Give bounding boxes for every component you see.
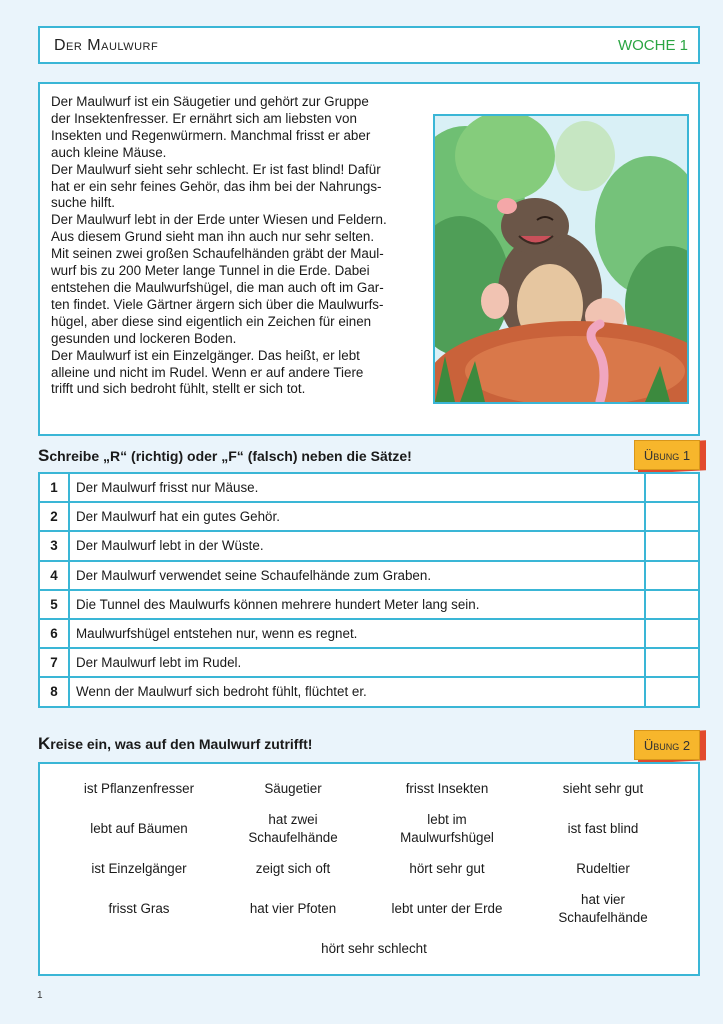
title-rest: reise ein, was auf den Maulwurf zutrifft! [50,736,313,752]
statements-table [38,472,700,708]
header-box [38,26,700,64]
badge-label: Übung 1 [643,448,691,463]
table-row [39,648,699,677]
word-choice[interactable]: hört sehr schlecht [321,941,427,956]
word-choice[interactable]: ist Einzelgänger [91,861,187,876]
row-number: 7 [39,648,69,677]
statement-text: Der Maulwurf lebt in der Wüste. [69,531,645,560]
table-row [39,677,699,706]
word-choice[interactable]: lebt unter der Erde [391,901,503,916]
title-initial: S [38,446,50,465]
table-row [39,502,699,531]
word-choice[interactable]: hat vier Pfoten [249,901,337,916]
exercise2-badge [634,728,704,762]
word-choice[interactable]: Säugetier [264,781,322,796]
story-line: Der Maulwurf sieht sehr schlecht. Er ist fast blind! Dafür [51,161,381,177]
story-line: Insekten und Regenwürmern. Manchmal frisst er aber [51,127,371,143]
row-number: 6 [39,619,69,648]
story-line: hat er ein sehr feines Gehör, das ihm bei der Nahrungs- [51,178,382,194]
story-line: Mit seinen zwei großen Schaufelhänden gräbt der Maul- [51,246,384,262]
story-line: entstehen die Maulwurfshügel, die man auch oft im Gar- [51,279,384,295]
story-box [38,82,700,436]
statement-text: Die Tunnel des Maulwurfs können mehrere hundert Meter lang sein. [69,590,645,619]
table-row [39,531,699,560]
title-rest: chreibe „R“ (richtig) oder „F“ (falsch) neben die Sätze! [49,448,412,464]
table-row [39,619,699,648]
page-number: 1 [37,990,43,1001]
word-choice[interactable]: zeigt sich oft [255,861,331,876]
story-line: auch kleine Mäuse. [51,144,167,160]
answer-cell[interactable] [645,648,699,677]
word-choice[interactable]: hört sehr gut [409,861,485,876]
word-choice[interactable]: lebt auf Bäumen [90,821,188,836]
exercise2-title [38,734,312,754]
word-choice[interactable]: ist Pflanzenfresser [83,781,195,796]
story-line: Der Maulwurf lebt in der Erde unter Wiesen und Feldern. [51,212,387,228]
story-line: Der Maulwurf ist ein Einzelgänger. Das heißt, er lebt [51,347,360,363]
exercise1-badge [634,438,704,472]
answer-cell[interactable] [645,531,699,560]
word-choice[interactable]: hat vier Schaufelhände [558,892,648,925]
row-number: 2 [39,502,69,531]
answer-cell[interactable] [645,677,699,706]
week-label: WOCHE 1 [617,37,688,54]
answer-cell[interactable] [645,561,699,590]
badge-label: Übung 2 [643,738,691,753]
title-initial: K [38,734,51,753]
row-number: 3 [39,531,69,560]
answer-cell[interactable] [645,590,699,619]
word-choices-box [38,762,700,976]
word-choice[interactable]: lebt im Maulwurfshügel [400,812,494,845]
row-number: 4 [39,561,69,590]
mole-illustration [433,114,689,404]
answer-cell[interactable] [645,619,699,648]
word-choice[interactable]: frisst Gras [108,901,170,916]
story-line: suche hilft. [51,195,116,211]
story-line: ten findet. Viele Gärtner ärgern sich über die Maulwurfs- [51,296,384,312]
word-choice[interactable]: ist fast blind [567,821,639,836]
word-choice[interactable]: Rudeltier [576,861,630,876]
row-number: 1 [39,473,69,502]
row-number: 5 [39,590,69,619]
statement-text: Wenn der Maulwurf sich bedroht fühlt, flüchtet er. [69,677,645,706]
answer-cell[interactable] [645,502,699,531]
story-line: hügel, aber diese sind eigentlich ein Zeichen für einen [51,313,372,329]
story-text [51,94,423,398]
table-row [39,590,699,619]
story-line: Aus diesem Grund sieht man ihn auch nur sehr selten. [51,229,375,245]
statement-text: Der Maulwurf hat ein gutes Gehör. [69,502,645,531]
statement-text: Der Maulwurf frisst nur Mäuse. [69,473,645,502]
page-title: Der Maulwurf [54,37,159,54]
statement-text: Maulwurfshügel entstehen nur, wenn es regnet. [69,619,645,648]
story-line: Der Maulwurf ist ein Säugetier und gehört zur Gruppe [51,94,369,109]
exercise1-title [38,446,412,466]
statement-text: Der Maulwurf verwendet seine Schaufelhände zum Graben. [69,561,645,590]
story-line: wurf bis zu 200 Meter lange Tunnel in die Erde. Dabei [51,263,370,279]
answer-cell[interactable] [645,473,699,502]
table-row [39,561,699,590]
word-choice[interactable]: frisst Insekten [405,781,489,796]
story-line: der Insektenfresser. Er ernährt sich am liebsten von [51,110,357,126]
story-line: alleine und nicht im Rudel. Wenn er auf andere Tiere [51,364,364,380]
word-choice[interactable]: hat zwei Schaufelhände [248,812,338,845]
story-line: trifft und sich bedroht fühlt, stellt er sich tot. [51,381,306,397]
statement-text: Der Maulwurf lebt im Rudel. [69,648,645,677]
table-row [39,473,699,502]
row-number: 8 [39,677,69,706]
word-choice[interactable]: sieht sehr gut [562,781,644,796]
story-line: gesunden und lockeren Boden. [51,330,237,346]
